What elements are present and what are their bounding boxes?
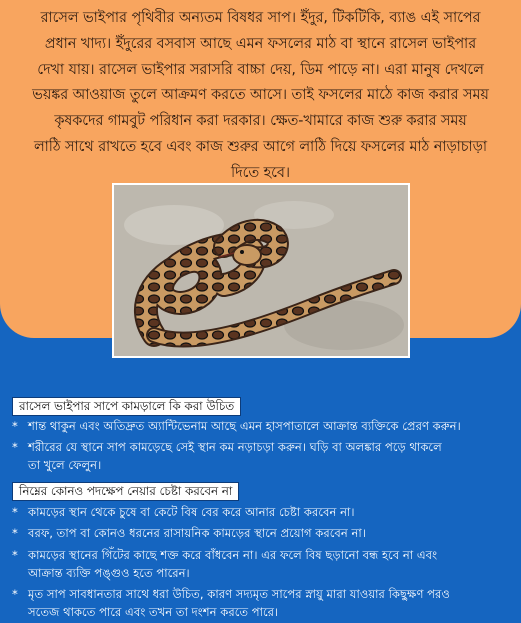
item-text: শরীরের যে স্থানে সাপ কামড়েছে সেই স্থান কম নড়াচড়া করুন। ঘড়ি বা অলঙ্কার পড়ে থাকলে [28, 440, 442, 454]
intro-line: লাঠি সাথে রাখতে হবে এবং কাজ শুরুর আগে লাঠি দিয়ে ফসলের মাঠ নাড়াচাড়া [33, 138, 488, 155]
intro-text [14, 6, 507, 187]
item-text: মৃত সাপ সাবধানতার সাথে ধরা উচিত, কারণ সদ্যমৃত সাপের স্নায়ু মারা যাওয়ার কিছুক্ষণ পরও [28, 587, 450, 601]
intro-line: ভয়ঙ্কর আওয়াজ তুলে আক্রমণ করতে আসে। তাই ফসলের মাঠে কাজ করার সময় [32, 87, 489, 104]
russells-viper-photo [112, 183, 410, 358]
intro-line: প্রধান খাদ্য। ইঁদুরের বসবাস আছে এমন ফসলের মাঠ বা স্থানে রাসেল ভাইপার [44, 35, 477, 52]
bottom-panel [0, 365, 521, 623]
list-item [12, 417, 512, 435]
list-item [12, 546, 512, 582]
intro-line: কৃষকদের গামবুট পরিধান করা দরকার। ক্ষেত-খামারে কাজ শুরু করার সময় [54, 113, 467, 130]
item-text: কামড়ের স্থানের গিঁটের কাছে শক্ত করে বাঁধবেন না। এর ফলে বিষ ছড়ানো বন্ধ হবে না এবং [28, 548, 438, 562]
bullet-star: * [12, 548, 18, 562]
intro-line: রাসেল ভাইপার পৃথিবীর অন্যতম বিষধর সাপ। ইঁদুর, টিকটিকি, ব্যাঙ এই সাপের [40, 10, 481, 26]
section-heading: নিম্নের কোনও পদক্ষেপ নেয়ার চেষ্টা করবেন না [12, 482, 239, 501]
bullet-star: * [12, 587, 18, 601]
intro-line: দিতে হবে। [231, 164, 290, 181]
intro-line: দেখা যায়। রাসেল ভাইপার সরাসরি বাচ্চা দেয়, ডিম পাড়ে না। এরা মানুষ দেখলে [37, 61, 484, 78]
item-text: আক্রান্ত ব্যক্তি পঙ্গুও হতে পারেন। [28, 566, 190, 580]
list-item [12, 503, 512, 521]
item-text: তা খুলে ফেলুন। [28, 458, 102, 472]
bullet-star: * [12, 440, 18, 454]
item-text: বরফ, তাপ বা কোনও ধরনের রাসায়নিক কামড়ের স্থানে প্রয়োগ করবেন না। [28, 526, 366, 540]
snake-illustration [114, 185, 408, 356]
list-item [12, 524, 512, 542]
list-item [12, 438, 512, 474]
section-heading: রাসেল ভাইপার সাপে কামড়ালে কি করা উচিত [12, 397, 241, 416]
item-text: সতেজ থাকতে পারে এবং তখন তা দংশন করতে পারে। [28, 605, 279, 619]
bullet-star: * [12, 505, 18, 519]
bullet-star: * [12, 526, 18, 540]
bullet-star: * [12, 419, 18, 433]
item-text: কামড়ের স্থান থেকে চুষে বা কেটে বিষ বের করে আনার চেষ্টা করবেন না। [28, 505, 355, 519]
item-text: শান্ত থাকুন এবং অতিদ্রুত অ্যান্টিভেনাম আছে এমন হাসপাতালে আক্রান্ত ব্যক্তিকে প্রেরণ করুন। [28, 419, 461, 433]
list-item [12, 585, 512, 621]
